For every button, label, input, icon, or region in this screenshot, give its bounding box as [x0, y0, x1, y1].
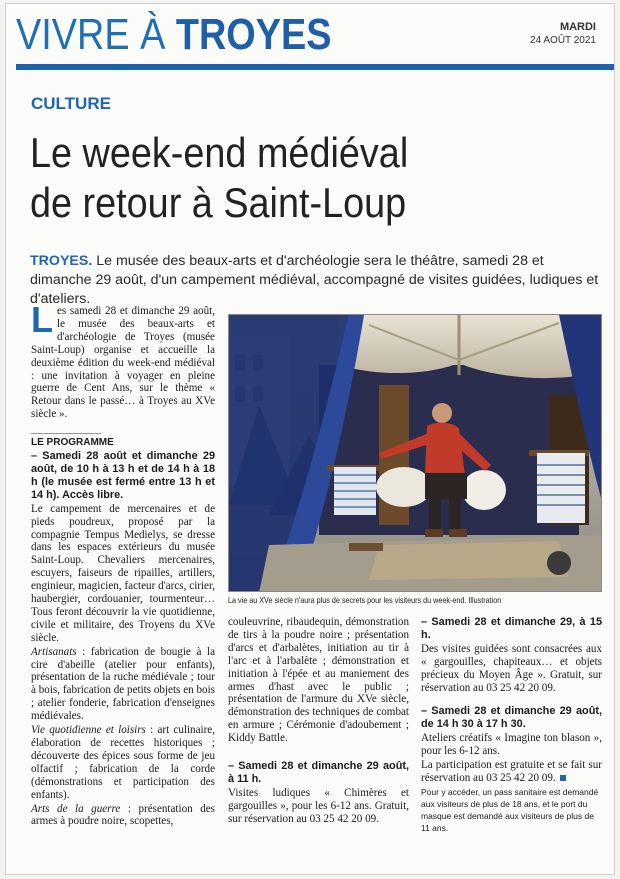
- masthead: [16, 6, 606, 66]
- section-title: [16, 6, 331, 64]
- program-heading: LE PROGRAMME: [31, 433, 101, 450]
- headline-line-1: Le week-end médiéval: [30, 129, 409, 176]
- rubric-label: CULTURE: [31, 94, 111, 113]
- spacer: [228, 746, 409, 760]
- spacer: [421, 695, 602, 705]
- sanitary-note: Pour y accéder, un pass sanitaire est demandé aux visiteurs de plus de 18 ans, et le port du masque est demandé aux visiteurs de plus de 11 ans.: [421, 786, 599, 833]
- vie-text: : art culinaire, élaboration de recettes historiques ; découverte des épices sous forme de jeu olfactif ; fabrication de la corde (démonstrations et participation des enfants).: [31, 724, 215, 801]
- column-2: [228, 616, 409, 827]
- artisanats-label: Artisanats: [31, 645, 77, 658]
- program-block-2-text: Visites ludiques « Chimères et gargouilles », pour les 6-12 ans. Gratuit, sur réservation au 03 25 42 20 09.: [228, 786, 409, 825]
- photo-caption: La vie au XVe siècle n'aura plus de secrets pour les visiteurs du week-end. Illustration: [228, 595, 502, 605]
- arts-continued-text: couleuvrine, ribaudequin, démonstration de tirs à la poudre noire ; présentation d'arcs et d'arbalètes, initiation au tir à l'arc et à l'arbalète ; démonstration et initiation à l'épée et au maniement des armes d'hast avec le public ; présentation de l'armure du XVe siècle, démonstration des techniques de combat en armure ; Cérémonie d'adoubement ; Kiddy Battle.: [228, 616, 409, 745]
- headline-line-2: de retour à Saint-Loup: [30, 179, 407, 226]
- program-block-4-title: – Samedi 28 et dimanche 29 août, de 14 h 30 à 17 h 30.: [421, 705, 602, 731]
- section-title-city: TROYES: [175, 10, 332, 59]
- program-block-1-text: Le campement de mercenaires et de pieds poudreux, proposé par la compagnie Tempus Medielys, se dresse dans les espaces extérieurs du musée Saint-Loup. Chevaliers mercenaires, escuyers, faiseurs de ripailles, artillers, enginieur, magicien, facteur d'arcs, cirier, haubergier, cordouanier, tourmenteur… Tous feront découvrir la vie quotidienne, civile et militaire, des Troyens du XVe siècle.: [31, 502, 215, 644]
- arts-label: Arts de la guerre: [31, 802, 121, 815]
- issue-date-text: 24 AOÛT 2021: [530, 35, 596, 46]
- issue-date: [530, 20, 596, 48]
- section-title-prefix: VIVRE À: [16, 10, 166, 59]
- intro-text: es samedi 28 et dimanche 29 août, le musée des beaux-arts et d'archéologie de Troyes (musée Saint-Loup) organise et accueille la deuxième édition du week-end médiéval : une invitation à voyager en pleine guerre de Cent Ans, sur le thème « Retour dans le passé… à Troyes au XVe siècle ».: [31, 305, 215, 421]
- vie-label: Vie quotidienne et loisirs: [31, 724, 146, 737]
- program-block-4-text-2: [421, 759, 602, 785]
- vie-paragraph: [31, 724, 215, 801]
- program-block-4-text: Ateliers créatifs « Imagine ton blason », pour les 6-12 ans.: [421, 732, 602, 758]
- artisanats-paragraph: [31, 646, 215, 723]
- reservation-text: La participation est gratuite et se fait sur réservation au 03 25 42 20 09.: [421, 759, 602, 784]
- program-block-3-text: Des visites guidées sont consacrées aux « gargouilles, chapiteaux… et objets précieux du Moyen Âge ». Gratuit, sur réservation au 03 25 42 20 09.: [421, 642, 602, 694]
- masthead-rule: [16, 64, 615, 70]
- standfirst: [30, 252, 600, 309]
- program-block-2-title: – Samedi 28 et dimanche 29 août, à 11 h.: [228, 760, 409, 785]
- drop-cap: L: [31, 299, 53, 340]
- tent-scene-illustration: [229, 315, 602, 592]
- column-3: [421, 616, 602, 835]
- column-1: [31, 299, 215, 829]
- issue-day: MARDI: [559, 21, 596, 33]
- intro-paragraph: [31, 299, 215, 421]
- arts-text: : présentation des armes à poudre noire, scopettes,: [31, 802, 215, 828]
- standfirst-place: TROYES.: [30, 253, 93, 269]
- arts-paragraph: [31, 803, 215, 829]
- program-block-3-title: – Samedi 28 et dimanche 29, à 15 h.: [421, 616, 602, 641]
- artisanats-text: : fabrication de bougie à la cire d'abeille (atelier pour enfants), présentation de la ruche médiévale ; tour à bois, fabrication de petits objets en bois ; atelier fonderie, fabrication d'enseignes médiévales.: [31, 645, 215, 723]
- end-square-icon: [560, 775, 566, 781]
- program-block-1-title: – Samedi 28 août et dimanche 29 août, de 10 h à 13 h et de 14 h à 18 h (le musée est fermé entre 13 h et 14 h). Accès libre.: [31, 450, 215, 501]
- newspaper-page: [5, 3, 615, 875]
- article-photo: [228, 314, 602, 592]
- headline: [30, 128, 534, 228]
- standfirst-text: Le musée des beaux-arts et d'archéologie sera le théâtre, samedi 28 et dimanche 29 août, d'un campement médiéval, accompagné de visites guidées, ludiques et d'ateliers.: [30, 253, 599, 307]
